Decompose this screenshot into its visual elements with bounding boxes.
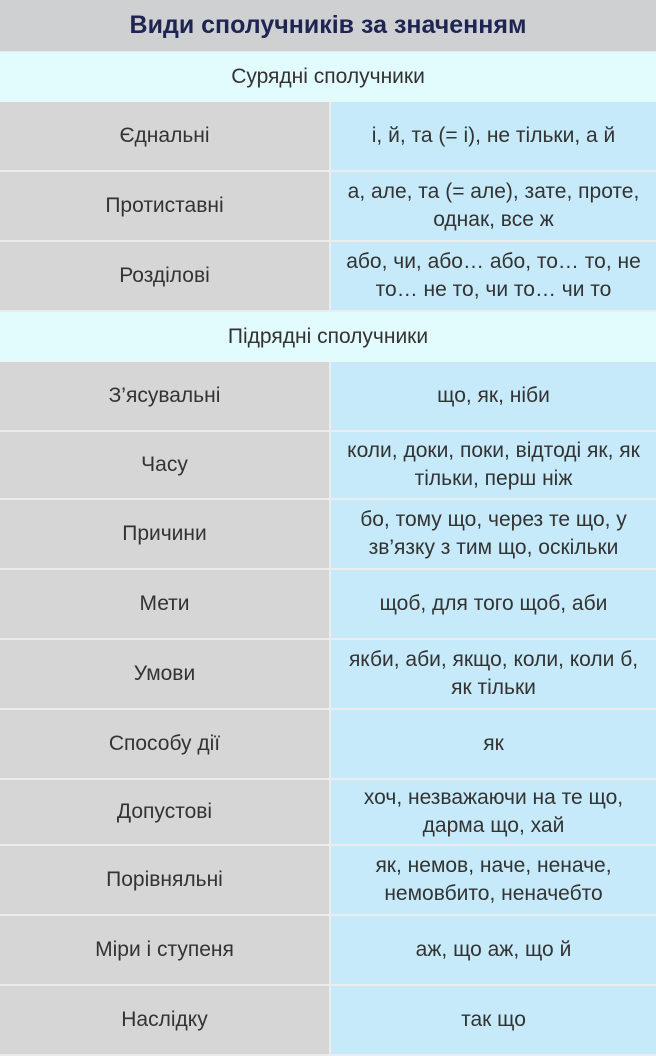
table-row: [0, 570, 656, 640]
conjunction-type: Умови: [0, 640, 329, 708]
table-row: [0, 102, 656, 172]
conjunction-type: Мети: [0, 570, 329, 638]
conjunction-examples: і, й, та (= і), не тільки, а й: [329, 102, 656, 170]
conjunction-examples: бо, тому що, через те що, у зв’язку з тим що, оскільки: [329, 500, 656, 568]
conjunction-type: Протиставні: [0, 172, 329, 240]
conjunction-type: Наслідку: [0, 986, 329, 1054]
table-title: Види сполучників за значенням: [0, 0, 656, 52]
table-row: [0, 780, 656, 846]
table-row: [0, 640, 656, 710]
conjunction-type: Єднальні: [0, 102, 329, 170]
table-row: [0, 362, 656, 432]
conjunction-examples: як: [329, 710, 656, 778]
table-row: [0, 986, 656, 1056]
table-row: [0, 432, 656, 500]
conjunction-examples: якби, аби, якщо, коли, коли б, як тільки: [329, 640, 656, 708]
conjunction-examples: або, чи, або… або, то… то, не то… не то, чи то… чи то: [329, 242, 656, 310]
section-header-coordinating: Сурядні сполучники: [0, 52, 656, 102]
conjunction-type: З’ясувальні: [0, 362, 329, 430]
conjunction-type: Причини: [0, 500, 329, 568]
conjunction-type: Порівняльні: [0, 846, 329, 914]
table-row: [0, 916, 656, 986]
table-row: [0, 846, 656, 916]
conjunction-type: Допустові: [0, 780, 329, 844]
conjunction-examples: так що: [329, 986, 656, 1054]
conjunction-examples: хоч, незважаючи на те що, дарма що, хай: [329, 780, 656, 844]
conjunction-examples: що, як, ніби: [329, 362, 656, 430]
conjunction-type: Міри і ступеня: [0, 916, 329, 984]
table-row: [0, 710, 656, 780]
conjunction-examples: коли, доки, поки, відтоді як, як тільки, перш ніж: [329, 432, 656, 498]
conjunction-examples: аж, що аж, що й: [329, 916, 656, 984]
conjunction-examples: а, але, та (= але), зате, проте, однак, все ж: [329, 172, 656, 240]
conjunction-examples: як, немов, наче, неначе, немовбито, неначебто: [329, 846, 656, 914]
conjunction-examples: щоб, для того щоб, аби: [329, 570, 656, 638]
conjunction-type: Способу дії: [0, 710, 329, 778]
conjunction-type: Часу: [0, 432, 329, 498]
table-row: [0, 500, 656, 570]
table-row: [0, 242, 656, 312]
table-row: [0, 172, 656, 242]
conjunction-type: Розділові: [0, 242, 329, 310]
section-header-subordinating: Підрядні сполучники: [0, 312, 656, 362]
